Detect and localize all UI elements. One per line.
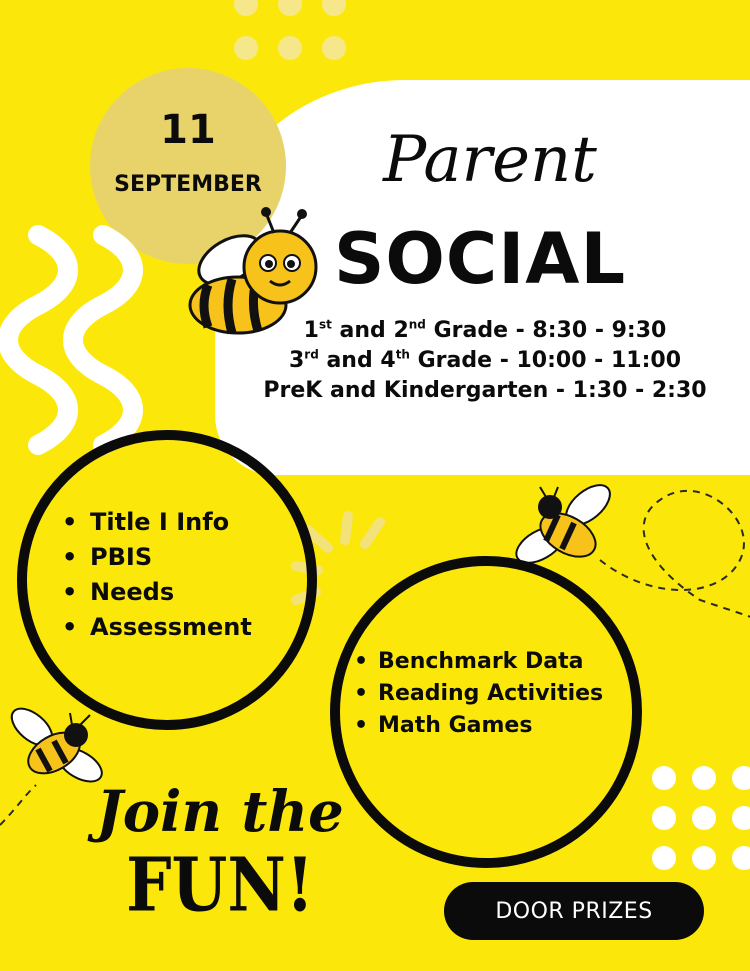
topic-list-left <box>60 505 300 645</box>
list-item: • Math Games <box>350 710 650 742</box>
list-item: • Needs <box>60 575 300 610</box>
title-script: Parent <box>383 123 597 197</box>
squiggle-decoration <box>8 235 133 445</box>
bee-icon <box>510 478 616 571</box>
date-day: 11 <box>160 107 216 153</box>
list-item: • Benchmark Data <box>350 646 650 678</box>
schedule-line-3: PreK and Kindergarten - 1:30 - 2:30 <box>263 378 707 403</box>
list-item: • PBIS <box>60 540 300 575</box>
list-item: • Title I Info <box>60 505 300 540</box>
list-item: • Reading Activities <box>350 678 650 710</box>
door-prizes-label: DOOR PRIZES <box>495 898 653 924</box>
schedule-line-1: 1st and 2nd Grade - 8:30 - 9:30 <box>303 317 667 343</box>
bee-icon <box>190 207 316 333</box>
fun-text: FUN! <box>126 842 314 929</box>
join-text: Join the <box>96 779 344 845</box>
door-prizes-badge <box>444 882 704 940</box>
schedule-line-2: 3rd and 4th Grade - 10:00 - 11:00 <box>288 347 682 373</box>
topic-list-right <box>350 646 650 742</box>
bee-icon <box>5 702 107 789</box>
title-main: SOCIAL <box>333 218 627 300</box>
date-month: SEPTEMBER <box>114 172 262 197</box>
list-item-continuation: • Assessment <box>60 610 300 645</box>
